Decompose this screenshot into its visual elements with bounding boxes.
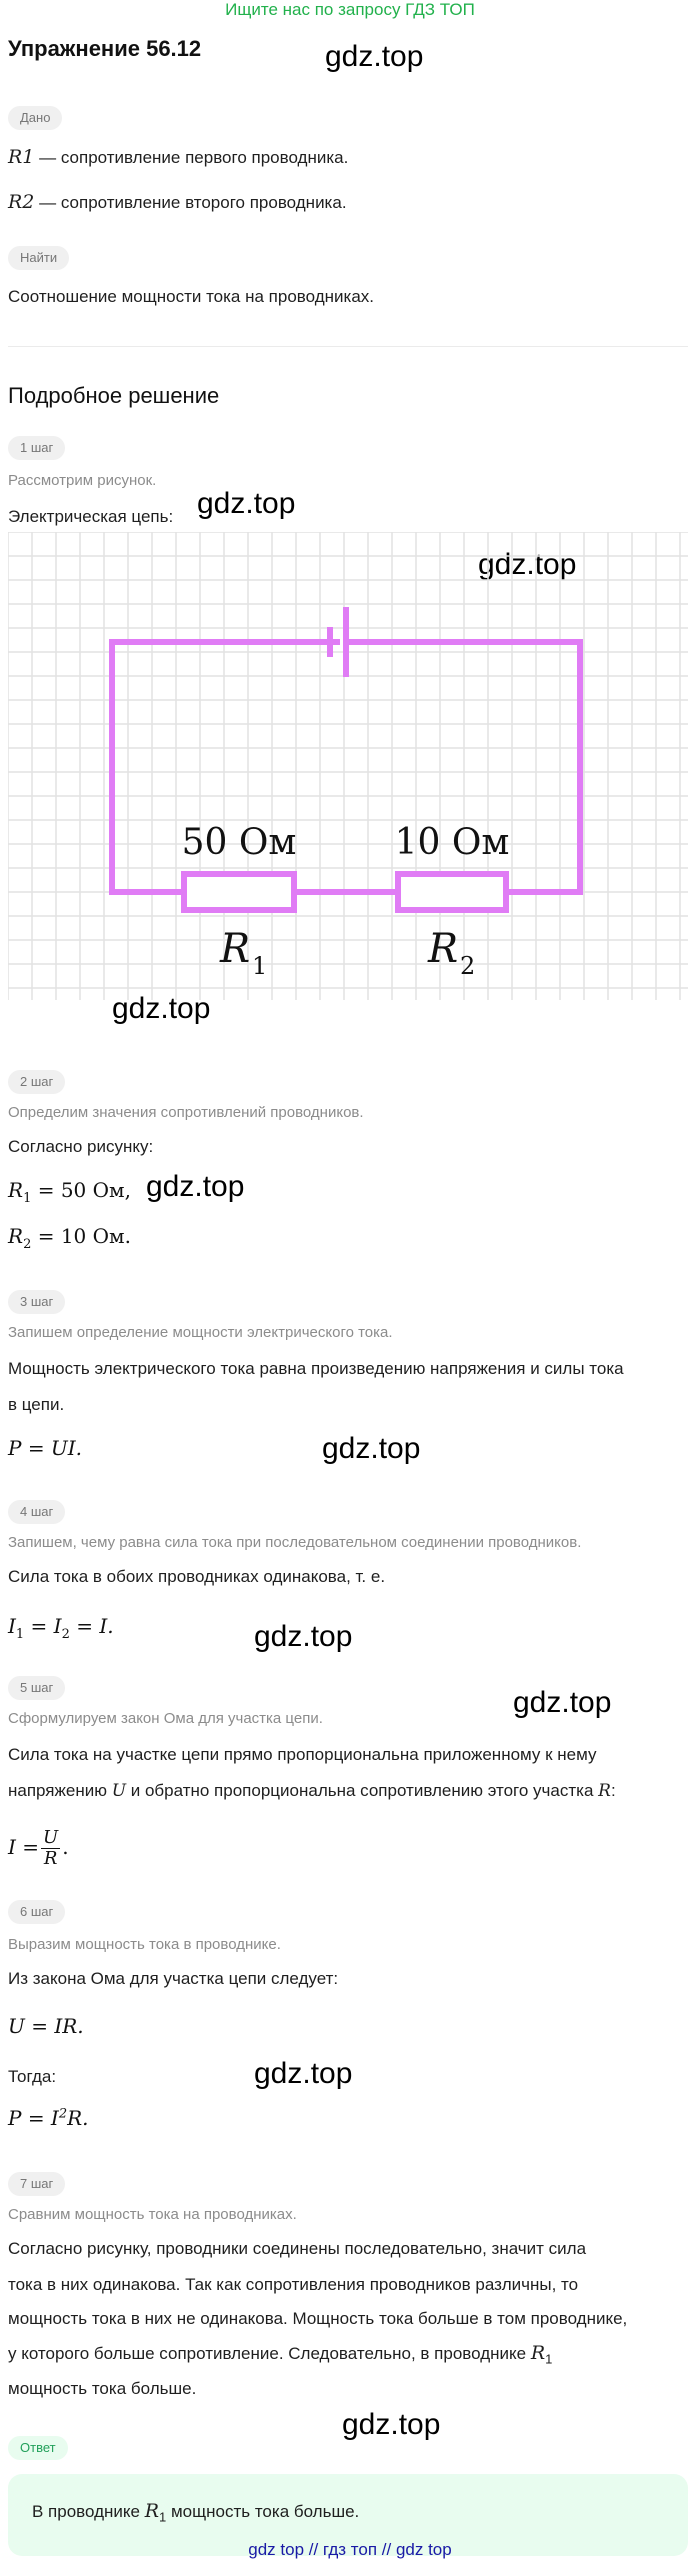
step-5-text-1: Сила тока на участке цепи прямо пропорциональна приложенному к нему (8, 1745, 597, 1764)
r2-symbol: R (428, 926, 459, 972)
resistor-r2 (398, 874, 506, 910)
step-3-text-1: Мощность электрического тока равна произведению напряжения и силы тока (8, 1359, 624, 1378)
eq-voltage: U = IR. (8, 2014, 84, 2038)
section-title: Подробное решение (8, 383, 220, 408)
r2-value-label: 10 Ом (394, 822, 510, 863)
step-2-tag: 2 шаг (8, 1070, 65, 1094)
step-7-tag: 7 шаг (8, 2172, 65, 2196)
divider (8, 346, 688, 347)
step-1-hint: Рассмотрим рисунок. (8, 472, 157, 489)
step-7-line-5: мощность тока больше. (8, 2379, 197, 2398)
watermark: gdz.top (478, 548, 577, 581)
step-3-hint: Запишем определение мощности электрического тока. (8, 1324, 393, 1341)
watermark: gdz.top (254, 1620, 353, 1653)
watermark: gdz.top (342, 2408, 441, 2441)
step-5-text-2: напряжению U и обратно пропорциональна сопротивлению этого участка R: (8, 1781, 616, 1801)
given-tag: Дано (8, 106, 62, 130)
step-3-tag: 3 шаг (8, 1290, 65, 1314)
step-7-line-4: у которого больше сопротивление. Следовательно, в проводнике $R_1$ (8, 2342, 553, 2367)
watermark: gdz.top (254, 2057, 353, 2090)
eq-power: P = UI. (8, 1436, 83, 1460)
step-4-hint: Запишем, чему равна сила тока при последовательном соединении проводников. (8, 1534, 582, 1551)
step-4-tag: 4 шаг (8, 1500, 65, 1524)
step-6-text-1: Из закона Ома для участка цепи следует: (8, 1969, 339, 1988)
given-r1: R1 — сопротивление первого проводника. (8, 146, 349, 168)
answer-text: В проводнике $R_1$ мощность тока больше. (32, 2500, 360, 2525)
step-7-line-1: Согласно рисунку, проводники соединены последовательно, значит сила (8, 2239, 587, 2258)
eq-r1: $R_1 = 50$ Ом, (8, 1178, 131, 1206)
given-r2: R2 — сопротивление второго проводника. (8, 191, 347, 213)
r2-subscript: 2 (460, 952, 476, 980)
step-2-text: Согласно рисунку: (8, 1137, 154, 1156)
step-1-text: Электрическая цепь: (8, 507, 174, 526)
resistor-r1 (184, 874, 294, 910)
watermark: gdz.top (513, 1686, 612, 1719)
answer-tag: Ответ (8, 2436, 68, 2460)
watermark: gdz.top (325, 40, 424, 73)
r1-value-label: 50 Ом (181, 822, 297, 863)
r1-symbol: R (220, 926, 251, 972)
watermark: gdz.top (146, 1170, 245, 1203)
step-6-text-2: Тогда: (8, 2067, 57, 2086)
step-1-tag: 1 шаг (8, 436, 65, 460)
watermark: gdz.top (322, 1432, 421, 1465)
step-6-tag: 6 шаг (8, 1900, 65, 1924)
step-6-hint: Выразим мощность тока в проводнике. (8, 1936, 281, 1953)
find-tag: Найти (8, 246, 69, 270)
r1-subscript: 1 (252, 952, 268, 980)
step-7-line-2: тока в них одинакова. Так как сопротивления проводников различны, то (8, 2275, 579, 2294)
eq-power-resistance: $P = I^2R$. (8, 2106, 89, 2130)
step-5-tag: 5 шаг (8, 1676, 65, 1700)
step-7-line-3: мощность тока в них не одинакова. Мощность тока больше в том проводнике, (8, 2309, 628, 2328)
page-title: Упражнение 56.12 (8, 36, 202, 61)
watermark: gdz.top (197, 487, 296, 520)
step-7-hint: Сравним мощность тока на проводниках. (8, 2206, 297, 2223)
circuit-diagram (8, 532, 688, 1000)
step-3-text-2: в цепи. (8, 1395, 65, 1414)
step-2-hint: Определим значения сопротивлений проводников. (8, 1104, 364, 1121)
eq-currents: $I_1 = I_2 = I$. (8, 1614, 114, 1642)
eq-r2: $R_2 = 10$ Ом. (8, 1224, 131, 1252)
step-4-text: Сила тока в обоих проводниках одинакова, т. е. (8, 1567, 386, 1586)
top-banner[interactable]: Ищите нас по запросу ГДЗ ТОП (225, 0, 475, 19)
find-text: Соотношение мощности тока на проводниках. (8, 287, 375, 306)
footer-links[interactable]: gdz top // гдз топ // gdz top (248, 2540, 452, 2559)
step-5-hint: Сформулируем закон Ома для участка цепи. (8, 1710, 323, 1727)
eq-ohm: I = $\frac{U}{R}$ . (8, 1827, 69, 1869)
watermark: gdz.top (112, 992, 211, 1025)
